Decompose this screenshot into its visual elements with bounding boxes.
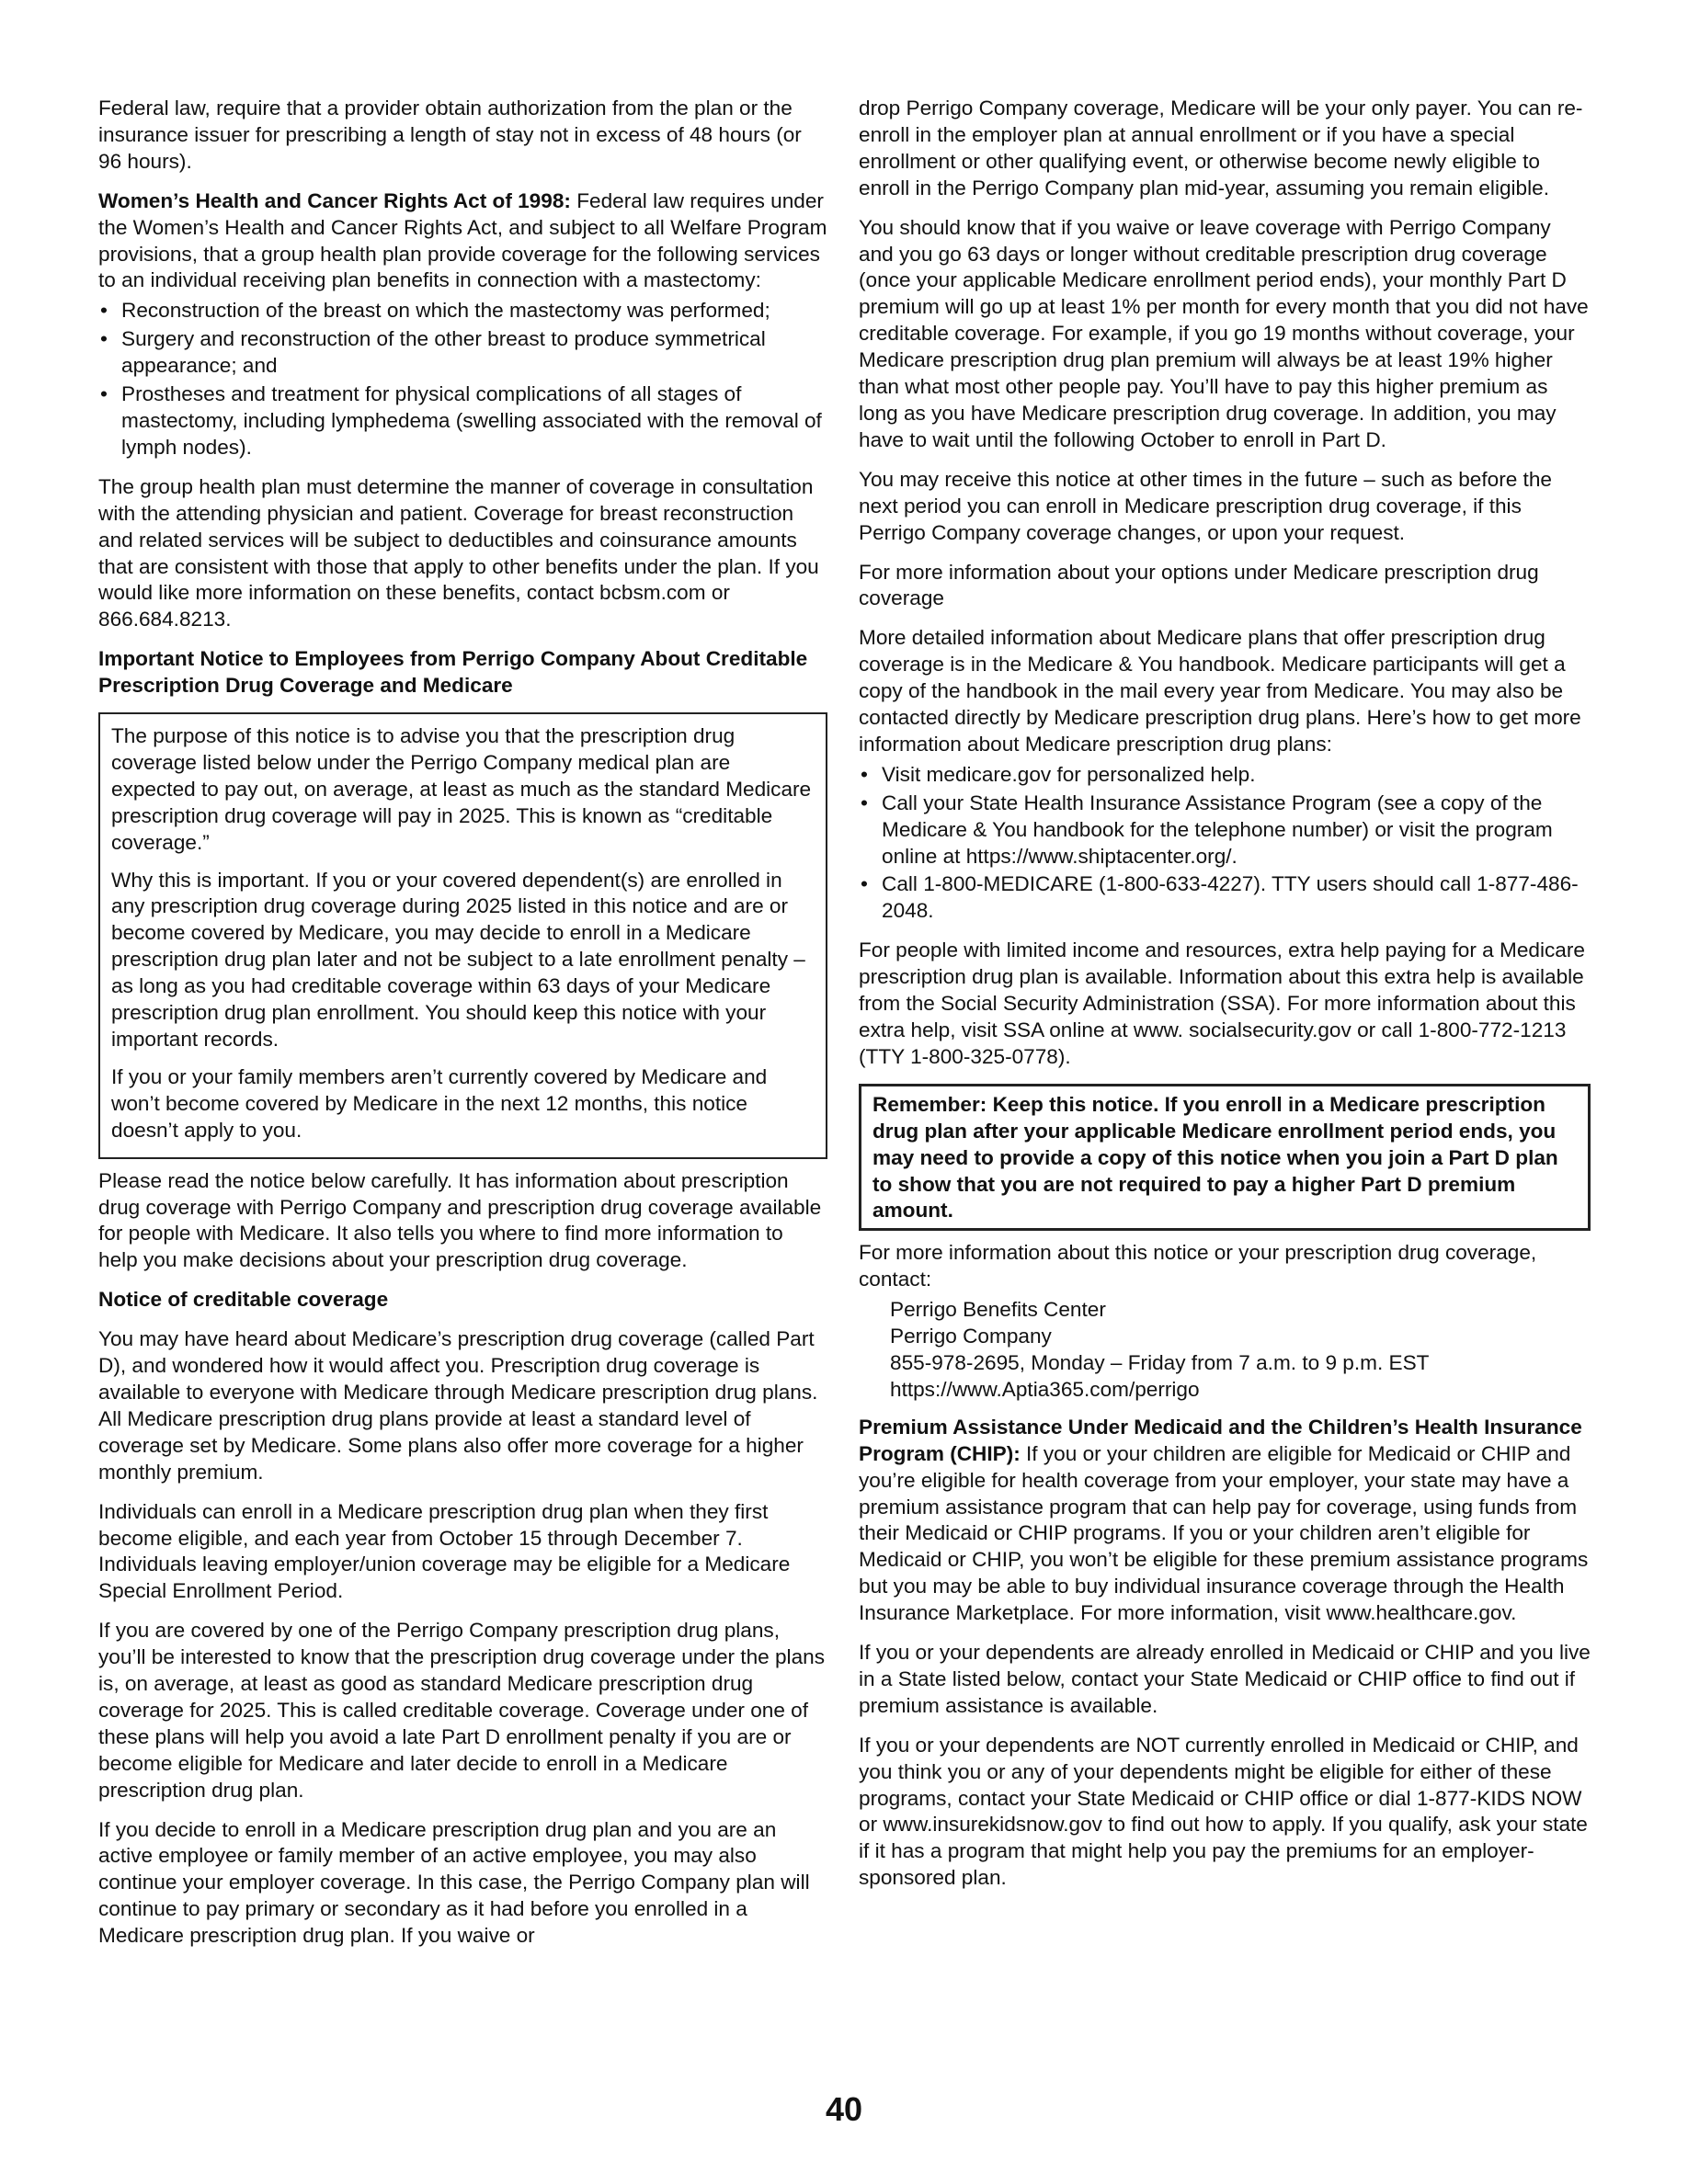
contact-line: 855-978-2695, Monday – Friday from 7 a.m. to 9 p.m. EST <box>890 1350 1430 1374</box>
list-item: • Prostheses and treatment for physical complications of all stages of mastectomy, including lymphedema (swelling associated with the removal of lymph nodes). <box>98 381 827 461</box>
whcra-bullet-list <box>98 298 827 461</box>
notice-box <box>98 712 827 1159</box>
list-item: • Reconstruction of the breast on which the mastectomy was performed; <box>98 298 827 324</box>
whcra-heading: Women’s Health and Cancer Rights Act of 1998: <box>98 188 571 212</box>
paragraph-already-enrolled: If you or your dependents are already enrolled in Medicaid or CHIP and you live in a State listed below, contact your State Medicaid or CHIP office to find out if premium assistance is available. <box>859 1641 1591 1717</box>
list-item: • Visit medicare.gov for personalized help. <box>859 762 1591 789</box>
contact-line: https://www.Aptia365.com/perrigo <box>890 1377 1200 1401</box>
creditable-coverage-heading <box>98 1287 827 1314</box>
whcra-text: Federal law requires under the Women’s Health and Cancer Rights Act, and subject to all Welfare Program provisions, that a group health plan provide coverage for the following services to an individual receiving plan benefits in connection with a mastectomy: <box>98 188 827 292</box>
medicare-info-bullet-list <box>859 762 1591 925</box>
list-item: • Surgery and reconstruction of the other breast to produce symmetrical appearance; and <box>98 326 827 380</box>
box-paragraph: Why this is important. If you or your covered dependent(s) are enrolled in any prescription drug coverage during 2025 listed in this notice and are or become covered by Medicare, you may decide to enroll in a Medicare prescription drug plan later and not be subject to a late enrollment penalty – as long as you had creditable coverage within 63 days of your Medicare prescription drug plan enrollment. You should keep this notice with your important records. <box>111 868 805 1051</box>
chip-paragraph <box>859 1415 1591 1627</box>
chip-text: If you or your children are eligible for Medicaid or CHIP and you’re eligible for health coverage from your employer, your state may have a premium assistance program that can help pay for coverage, using funds from their Medicaid or CHIP programs. If you or your children aren’t eligible for Medicaid or CHIP, you won’t be eligible for these premium assistance programs but you may be able to buy individual insurance coverage through the Health Insurance Marketplace. For more information, visit www.healthcare.gov. <box>859 1441 1589 1625</box>
paragraph-length-of-stay: Federal law, require that a provider obtain authorization from the plan or the insurance issuer for prescribing a length of stay not in excess of 48 hours (or 96 hours). <box>98 97 802 173</box>
list-item: • Call 1-800-MEDICARE (1-800-633-4227). TTY users should call 1-877-486-2048. <box>859 871 1591 925</box>
box-paragraph: The purpose of this notice is to advise you that the prescription drug coverage listed below under the Perrigo Company medical plan are expected to pay out, on average, at least as much as the standard Medicare prescription drug coverage will pay in 2025. This is known as “creditable coverage.” <box>111 724 812 854</box>
remember-text: Remember: Keep this notice. If you enroll in a Medicare prescription drug plan after your applicable Medicare enrollment period ends, you may need to provide a copy of this notice when you join a Part D plan to show that you are not required to pay a higher Part D premium amount. <box>873 1092 1558 1223</box>
contact-line: Perrigo Company <box>890 1325 1052 1348</box>
contact-block <box>859 1297 1591 1404</box>
box-paragraph: If you or your family members aren’t currently covered by Medicare and won’t become covered by Medicare in the next 12 months, this notice doesn’t apply to you. <box>111 1064 768 1142</box>
paragraph-part-d: You may have heard about Medicare’s prescription drug coverage (called Part D), and wondered how it would affect you. Prescription drug coverage is available to everyone with Medicare through Medicare prescription drug plans. All Medicare prescription drug plans provide at least a standard level of coverage set by Medicare. Some plans also offer more coverage for a higher monthly premium. <box>98 1327 818 1484</box>
remember-box <box>859 1084 1591 1232</box>
paragraph-extra-help: For people with limited income and resources, extra help paying for a Medicare prescription drug plan is available. Information about this extra help is available from the Social Security Administration (SSA). For more information about this extra help, visit SSA online at www. socialsecurity.gov or call 1-800-772-1213 (TTY 1-800-325-0778). <box>859 938 1585 1068</box>
paragraph-more-information: For more information about your options under Medicare prescription drug coverage <box>859 560 1539 610</box>
paragraph-detailed-info: More detailed information about Medicare plans that offer prescription drug coverage is in the Medicare & You handbook. Medicare participants will get a copy of the handbook in the mail every year from Medicare. You may also be contacted directly by Medicare prescription drug plans. Here’s how to get more information about Medicare prescription drug plans: <box>859 626 1581 756</box>
whcra-paragraph <box>98 188 827 295</box>
paragraph-group-health-plan: The group health plan must determine the manner of coverage in consultation with the attending physician and patient. Coverage for breast reconstruction and related services will be subject to deductibles and coinsurance amounts that are consistent with those that apply to other benefits under the plan. If you would like more information on these benefits, contact bcbsm.com or 866.684.8213. <box>98 474 819 631</box>
paragraph-receive-notice: You may receive this notice at other times in the future – such as before the next period you can enroll in Medicare prescription drug coverage, if this Perrigo Company coverage changes, or upon your request. <box>859 467 1552 544</box>
paragraph-decide-to-enroll: If you decide to enroll in a Medicare prescription drug plan and you are an active employee or family member of an active employee, you may also continue your employer coverage. In this case, the Perrigo Company plan will continue to pay primary or secondary as it had before you enrolled in a Medicare prescription drug plan. If you waive or <box>98 1817 810 1948</box>
contact-line: Perrigo Benefits Center <box>890 1298 1106 1322</box>
list-item: • Call your State Health Insurance Assistance Program (see a copy of the Medicare & You handbook for the telephone number) or visit the program online at https://www.shiptacenter.org/. <box>859 791 1591 870</box>
notice-heading-text: Important Notice to Employees from Perrigo Company About Creditable Prescription Drug Coverage and Medicare <box>98 647 808 698</box>
chip-heading: Premium Assistance Under Medicaid and the Children’s Health Insurance Program (CHIP): <box>859 1415 1582 1465</box>
page-number: 40 <box>825 2090 863 2128</box>
paragraph-waive-coverage: You should know that if you waive or leave coverage with Perrigo Company and you go 63 days or longer without creditable prescription drug coverage (once your applicable Medicare enrollment period ends), your monthly Part D premium will go up at least 1% per month for every month that you did not have creditable coverage. For example, if you go 19 months without coverage, your Medicare prescription drug plan premium will always be at least 19% higher than what most other people pay. You’ll have to pay this higher premium as long as you have Medicare prescription drug coverage. In addition, you may have to wait until the following October to enroll in Part D. <box>859 215 1589 451</box>
paragraph-not-enrolled: If you or your dependents are NOT currently enrolled in Medicaid or CHIP, and you think you or any of your dependents might be eligible for either of these programs, contact your State Medicaid or CHIP office or dial 1-877-KIDS NOW or www.insurekidsnow.gov to find out how to apply. If you qualify, ask your state if it has a program that might help you pay the premiums for an employer-sponsored plan. <box>859 1733 1588 1890</box>
left-column <box>98 96 827 1962</box>
paragraph-drop-coverage: drop Perrigo Company coverage, Medicare will be your only payer. You can re-enroll in the employer plan at annual enrollment or if you have a special enrollment or other qualifying event, or otherwise become newly eligible to enroll in the Perrigo Company plan mid-year, assuming you remain eligible. <box>859 97 1583 199</box>
paragraph-read-notice: Please read the notice below carefully. It has information about prescription drug coverage with Perrigo Company and prescription drug coverage available for people with Medicare. It also tells you where to find more information to help you make decisions about your prescription drug coverage. <box>98 1168 822 1272</box>
paragraph-individuals-enroll: Individuals can enroll in a Medicare prescription drug plan when they first become eligible, and each year from October 15 through December 7. Individuals leaving employer/union coverage may be eligible for a Medicare Special Enrollment Period. <box>98 1499 791 1603</box>
creditable-coverage-heading-text: Notice of creditable coverage <box>98 1288 389 1312</box>
notice-heading <box>98 646 827 700</box>
paragraph-covered-plans: If you are covered by one of the Perrigo Company prescription drug plans, you’ll be interested to know that the prescription drug coverage under the plans is, on average, at least as good as standard Medicare prescription drug coverage for 2025. This is called creditable coverage. Coverage under one of these plans will help you avoid a late Part D enrollment penalty if you are or become eligible for Medicare and later decide to enroll in a Medicare prescription drug plan. <box>98 1619 826 1802</box>
right-column <box>859 96 1591 1905</box>
paragraph-contact: For more information about this notice or your prescription drug coverage, contact: <box>859 1241 1537 1291</box>
